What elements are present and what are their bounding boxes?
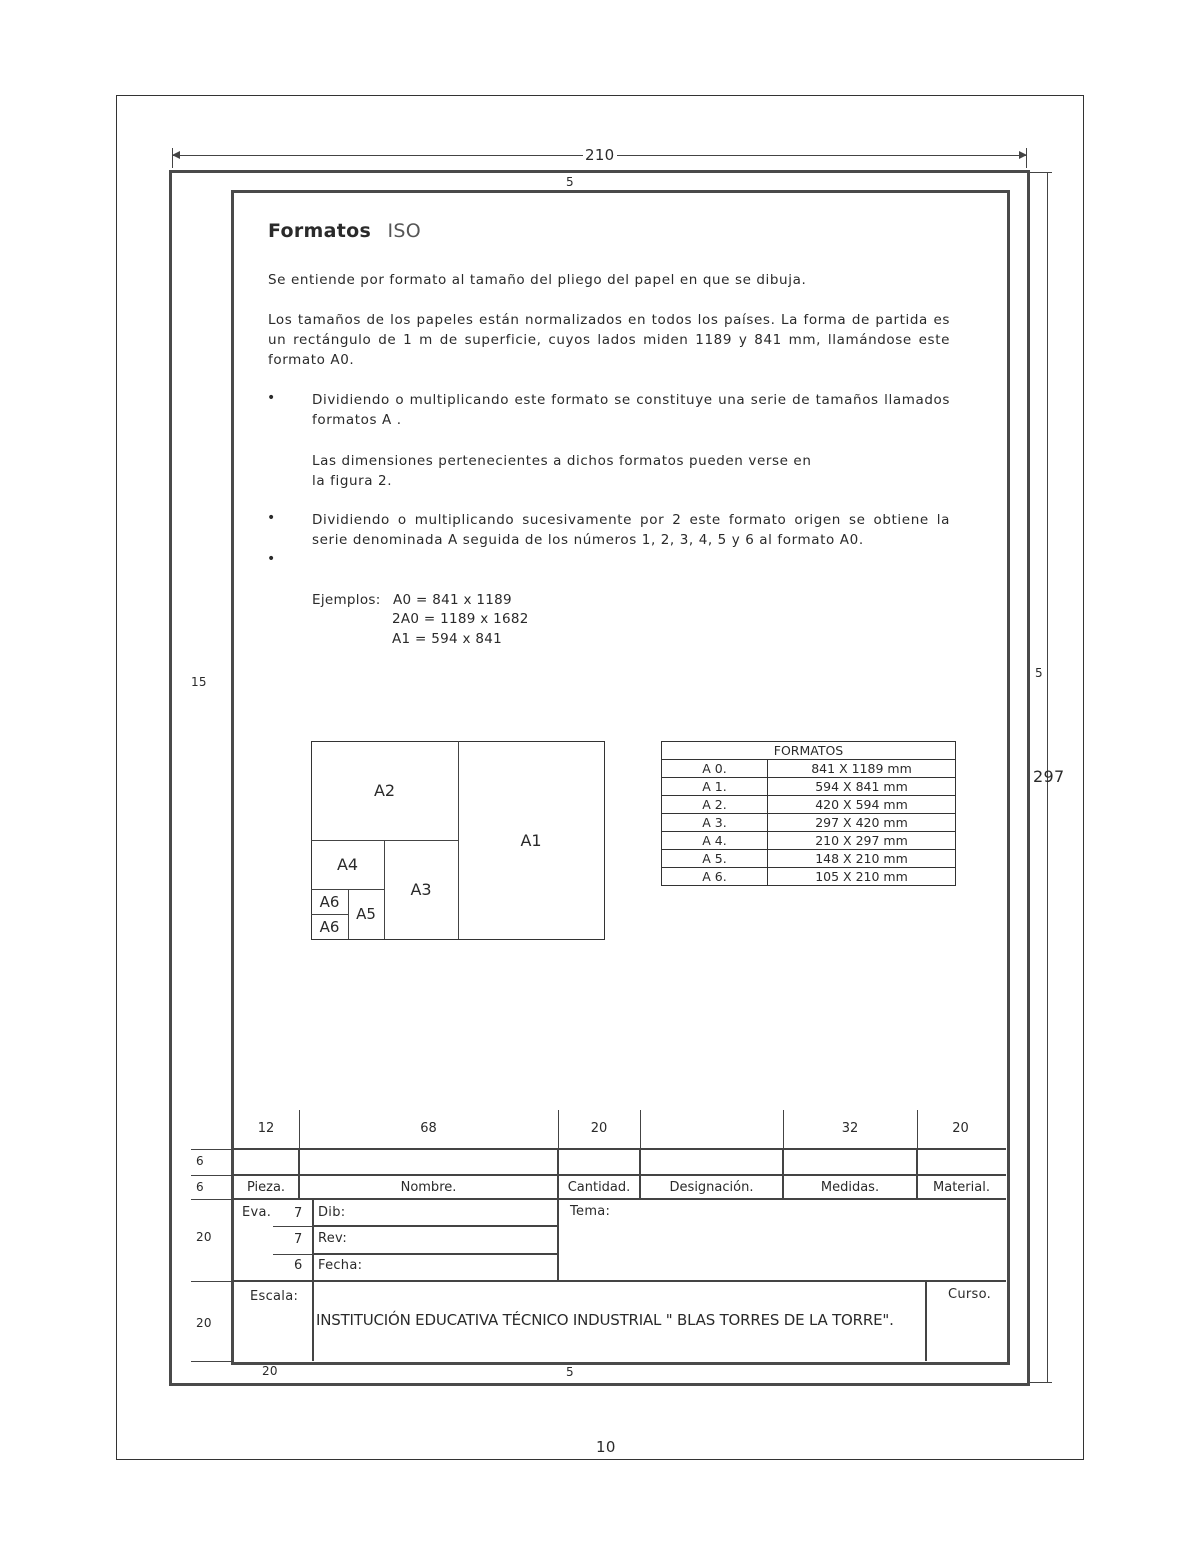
header-cantidad: Cantidad. xyxy=(567,1179,631,1195)
row-tick xyxy=(191,1175,233,1176)
row-tick xyxy=(191,1281,233,1282)
bullet-dot: • xyxy=(267,551,276,567)
bullet-dot: • xyxy=(267,390,276,406)
row-tick xyxy=(273,1226,313,1227)
header-nombre: Nombre. xyxy=(400,1179,457,1195)
dimension-tick-left xyxy=(172,148,173,168)
format-size: 148 X 210 mm xyxy=(768,850,956,868)
format-name: A 6. xyxy=(662,868,768,886)
row-height-label: 6 xyxy=(196,1154,204,1168)
title-light: ISO xyxy=(387,220,421,242)
title-block-tick xyxy=(640,1110,641,1148)
diagram-a3-label: A3 xyxy=(410,880,432,899)
format-size: 841 X 1189 mm xyxy=(768,760,956,778)
tema-label: Tema: xyxy=(570,1204,611,1219)
title-block-line xyxy=(312,1225,558,1227)
row-tick xyxy=(191,1149,233,1150)
col-width-label: 20 xyxy=(590,1120,608,1136)
row-tick xyxy=(273,1254,313,1255)
dib-label: Dib: xyxy=(318,1205,346,1220)
note-line-2: la figura 2. xyxy=(312,473,393,489)
col-width-label: 32 xyxy=(841,1120,859,1136)
diagram-a5-label: A5 xyxy=(356,905,376,923)
height-tick-bottom xyxy=(1028,1382,1052,1383)
format-name: A 1. xyxy=(662,778,768,796)
title-block-line xyxy=(233,1148,1006,1150)
title-block-line xyxy=(557,1198,559,1280)
outer-bottom-label: 10 xyxy=(596,1438,616,1456)
header-designacion: Designación. xyxy=(669,1179,754,1195)
top-margin-label: 5 xyxy=(566,175,574,189)
paragraph-1: Se entiende por formato al tamaño del pliego del papel en que se dibuja. xyxy=(268,272,807,288)
title-block-line xyxy=(312,1198,314,1361)
format-name: A 0. xyxy=(662,760,768,778)
col-width-label: 12 xyxy=(257,1120,275,1136)
eva-row-label: 7 xyxy=(294,1206,303,1221)
eva-label: Eva. xyxy=(242,1205,272,1220)
examples-label: Ejemplos: xyxy=(312,592,381,608)
eva-row-label: 7 xyxy=(294,1232,303,1247)
note-line-1: Las dimensiones pertenecientes a dichos formatos pueden verse en xyxy=(312,453,812,469)
table-row xyxy=(662,778,956,796)
col-width-label: 20 xyxy=(952,1120,969,1136)
example-line: A0 = 841 x 1189 xyxy=(393,592,512,608)
table-row xyxy=(662,850,956,868)
formats-table xyxy=(661,741,956,886)
format-size: 594 X 841 mm xyxy=(768,778,956,796)
table-row xyxy=(662,814,956,832)
width-dimension-label: 210 xyxy=(585,146,615,164)
row-tick xyxy=(191,1199,233,1200)
row-height-label: 6 xyxy=(196,1180,204,1194)
table-row xyxy=(662,760,956,778)
arrow-left-icon xyxy=(172,151,180,159)
header-medidas: Medidas. xyxy=(820,1179,880,1195)
example-line: A1 = 594 x 841 xyxy=(392,631,503,647)
dimension-tick-right xyxy=(1026,148,1027,168)
left-margin-label: 15 xyxy=(191,675,207,689)
bullet-dot: • xyxy=(267,510,276,526)
bottom-margin-label: 5 xyxy=(566,1365,574,1379)
table-row xyxy=(662,832,956,850)
fecha-label: Fecha: xyxy=(318,1258,363,1273)
format-size: 210 X 297 mm xyxy=(768,832,956,850)
header-pieza: Pieza. xyxy=(246,1179,286,1195)
row-height-label: 20 xyxy=(196,1230,212,1244)
bullet-2: Dividiendo o multiplicando sucesivamente por 2 este formato origen se obtiene la serie denominada A seguida de los números 1, 2, 3, 4, 5 y 6 al formato A0. xyxy=(312,512,950,548)
header-material: Material. xyxy=(933,1179,990,1195)
format-name: A 2. xyxy=(662,796,768,814)
format-name: A 3. xyxy=(662,814,768,832)
row-tick xyxy=(191,1361,233,1362)
format-size: 420 X 594 mm xyxy=(768,796,956,814)
title-block-line xyxy=(312,1253,558,1255)
example-line: 2A0 = 1189 x 1682 xyxy=(392,611,529,627)
escala-label: Escala: xyxy=(250,1289,299,1304)
right-margin-label: 5 xyxy=(1035,666,1043,680)
paragraph-2: Los tamaños de los papeles están normalizados en todos los países. La forma de partida es un rectángulo de 1 m de superficie, cuyos lados miden 1189 y 841 mm, llamándose este formato A0. xyxy=(268,312,950,368)
title-bold: Formatos xyxy=(268,220,372,242)
height-tick-top xyxy=(1028,172,1052,173)
bottom-left-label: 20 xyxy=(262,1364,278,1378)
diagram-a4-label: A4 xyxy=(336,855,359,874)
page-title xyxy=(268,220,421,242)
format-size: 105 X 210 mm xyxy=(768,868,956,886)
curso-label: Curso. xyxy=(948,1287,992,1302)
row-height-label: 20 xyxy=(196,1316,212,1330)
format-name: A 5. xyxy=(662,850,768,868)
table-row xyxy=(662,796,956,814)
bullet-1: Dividiendo o multiplicando este formato se constituye una serie de tamaños llamados formatos A . xyxy=(312,392,950,428)
diagram-a2-label: A2 xyxy=(373,781,396,800)
diagram-a6-label: A6 xyxy=(319,892,340,911)
eva-row-label: 6 xyxy=(294,1258,303,1273)
formats-table-title: FORMATOS xyxy=(662,742,956,760)
title-block-line xyxy=(233,1280,1006,1282)
diagram-a1-label: A1 xyxy=(520,830,542,850)
format-size: 297 X 420 mm xyxy=(768,814,956,832)
height-dimension-label: 297 xyxy=(1033,767,1065,786)
col-width-label: 68 xyxy=(420,1120,437,1136)
title-block-line xyxy=(925,1280,927,1361)
table-row xyxy=(662,868,956,886)
format-name: A 4. xyxy=(662,832,768,850)
title-block-line xyxy=(233,1198,1006,1200)
rev-label: Rev: xyxy=(318,1231,348,1246)
diagram-a6-label: A6 xyxy=(319,917,340,936)
institution-name: INSTITUCIÓN EDUCATIVA TÉCNICO INDUSTRIAL " BLAS TORRES DE LA TORRE". xyxy=(316,1311,894,1329)
